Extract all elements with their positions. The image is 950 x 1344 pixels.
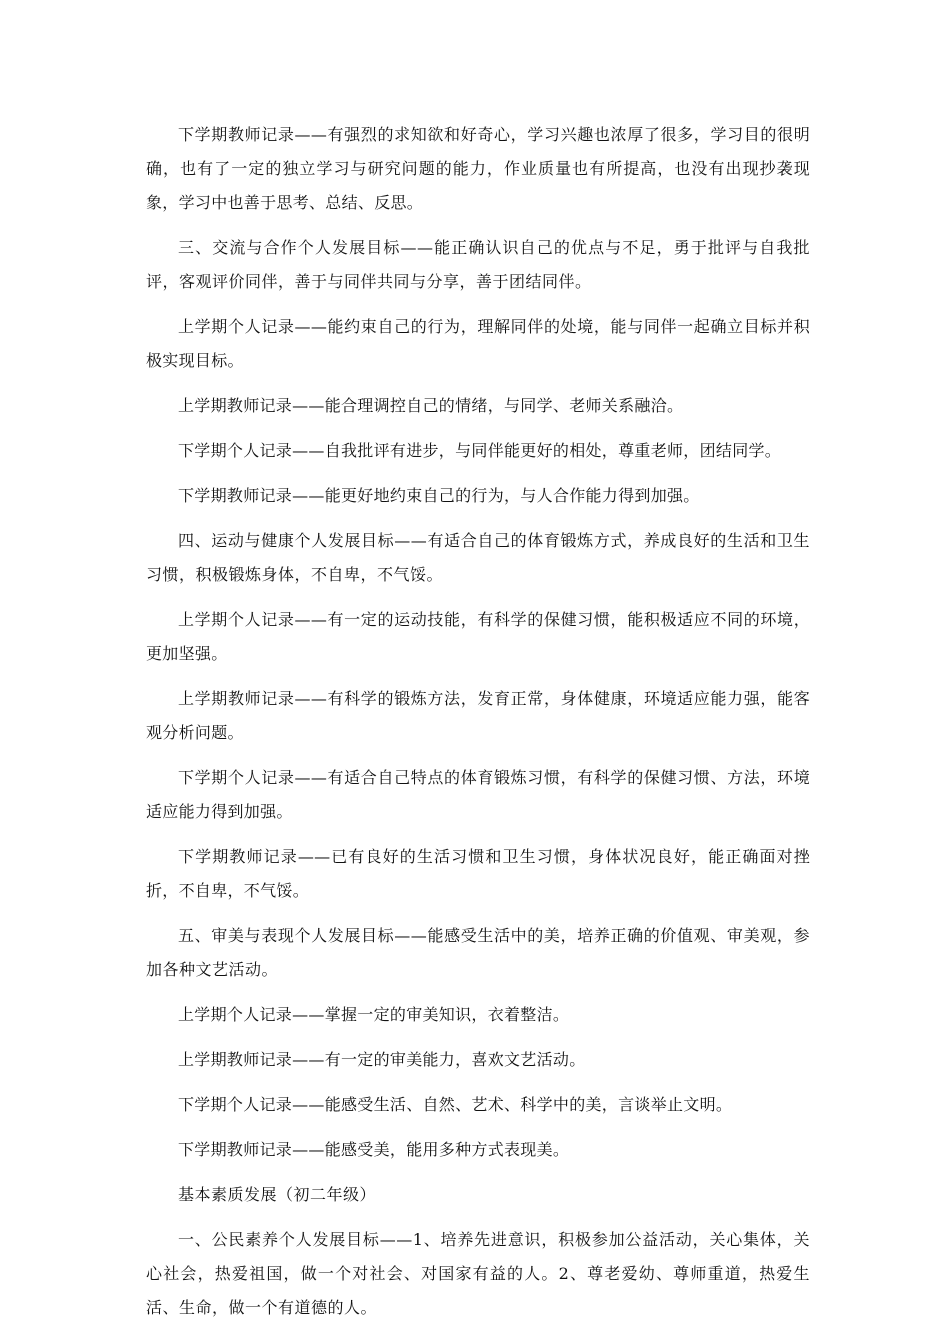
paragraph-teacher-record-2nd-term-sports: 下学期教师记录——已有良好的生活习惯和卫生习惯，身体状况良好，能正确面对挫折，不自卑，不气馁。 (146, 847, 810, 900)
paragraph-teacher-record-2nd-term-aesthetics: 下学期教师记录——能感受美，能用多种方式表现美。 (178, 1140, 570, 1159)
paragraph-teacher-record-1st-term-communication: 上学期教师记录——能合理调控自己的情绪，与同学、老师关系融洽。 (178, 396, 684, 415)
paragraph-sports-health-goal: 四、运动与健康个人发展目标——有适合自己的体育锻炼方式，养成良好的生活和卫生习惯，积极锻炼身体，不自卑，不气馁。 (146, 531, 810, 584)
paragraph-teacher-record-2nd-term-communication: 下学期教师记录——能更好地约束自己的行为，与人合作能力得到加强。 (178, 486, 700, 505)
paragraph-teacher-record-1st-term-aesthetics: 上学期教师记录——有一定的审美能力，喜欢文艺活动。 (178, 1050, 586, 1069)
paragraph-personal-record-1st-term-aesthetics: 上学期个人记录——掌握一定的审美知识，衣着整洁。 (178, 1005, 570, 1024)
paragraph-communication-cooperation-goal: 三、交流与合作个人发展目标——能正确认识自己的优点与不足，勇于批评与自我批评，客观评价同伴，善于与同伴共同与分享，善于团结同伴。 (146, 238, 810, 291)
paragraph-personal-record-1st-term-communication: 上学期个人记录——能约束自己的行为，理解同伴的处境，能与同伴一起确立目标并积极实现目标。 (146, 317, 810, 370)
paragraph-aesthetics-goal: 五、审美与表现个人发展目标——能感受生活中的美，培养正确的价值观、审美观，参加各种文艺活动。 (146, 926, 810, 979)
paragraph-teacher-record-2nd-term-learning: 下学期教师记录——有强烈的求知欲和好奇心，学习兴趣也浓厚了很多，学习目的很明确，也有了一定的独立学习与研究问题的能力，作业质量也有所提高，也没有出现抄袭现象，学习中也善于思考、总结、反思。 (146, 125, 810, 212)
paragraph-teacher-record-1st-term-sports: 上学期教师记录——有科学的锻炼方法，发育正常，身体健康，环境适应能力强，能客观分析问题。 (146, 689, 810, 742)
document-body (146, 118, 810, 1336)
paragraph-personal-record-2nd-term-aesthetics: 下学期个人记录——能感受生活、自然、艺术、科学中的美，言谈举止文明。 (178, 1095, 733, 1114)
paragraph-personal-record-2nd-term-communication: 下学期个人记录——自我批评有进步，与同伴能更好的相处，尊重老师，团结同学。 (178, 441, 782, 460)
paragraph-personal-record-2nd-term-sports: 下学期个人记录——有适合自己特点的体育锻炼习惯，有科学的保健习惯、方法，环境适应能力得到加强。 (146, 768, 810, 821)
section-title-grade-8-basic-quality: 基本素质发展（初二年级） (178, 1185, 377, 1204)
paragraph-personal-record-1st-term-sports: 上学期个人记录——有一定的运动技能，有科学的保健习惯，能积极适应不同的环境，更加坚强。 (146, 610, 810, 663)
paragraph-citizenship-goal: 一、公民素养个人发展目标——1、培养先进意识，积极参加公益活动，关心集体，关心社会，热爱祖国，做一个对社会、对国家有益的人。2、尊老爱幼、尊师重道，热爱生活、生命，做一个有道德的人。 (146, 1230, 810, 1317)
